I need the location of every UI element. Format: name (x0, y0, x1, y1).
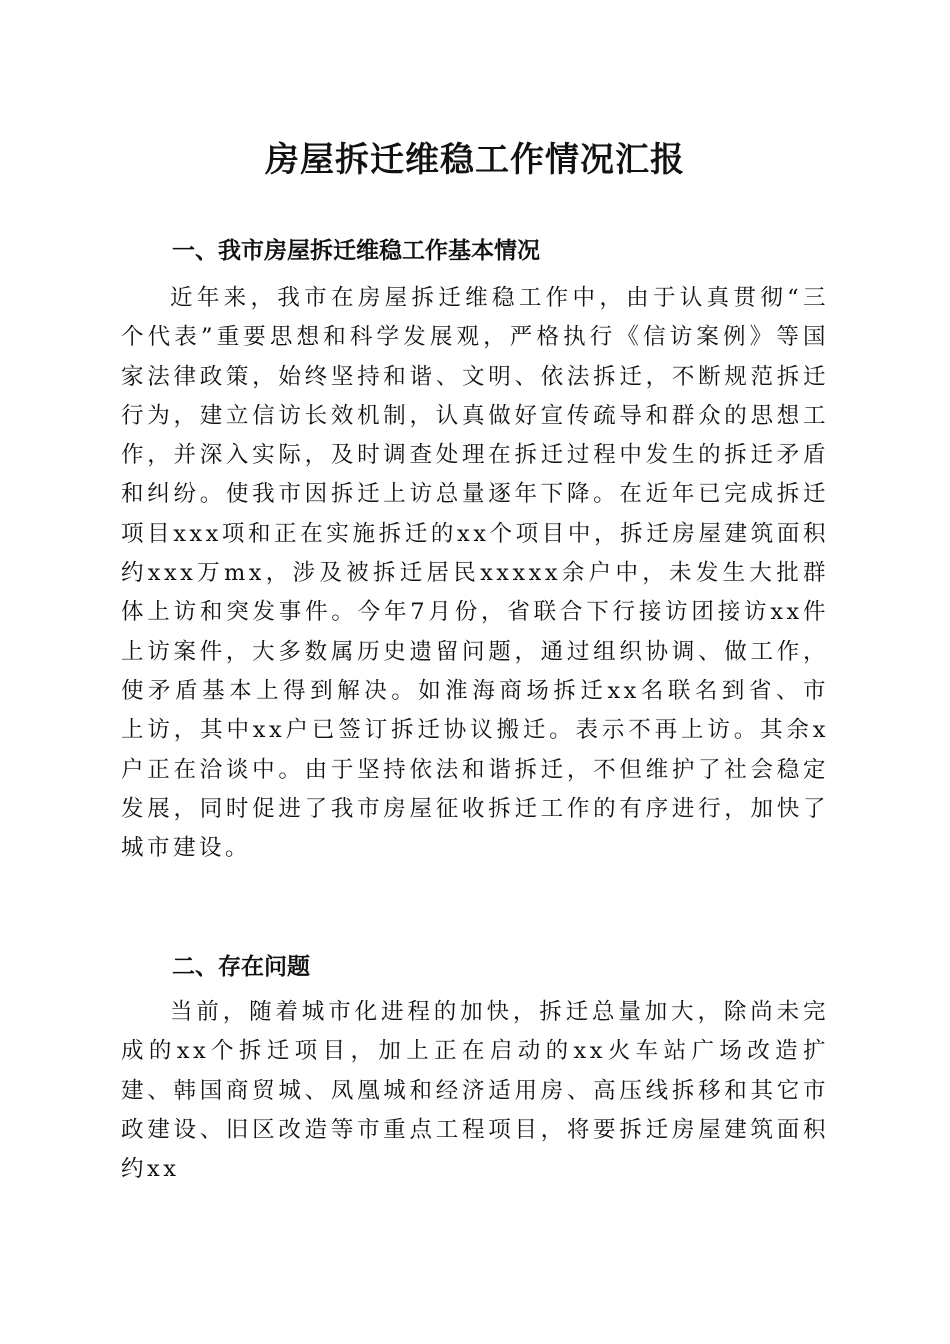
section-paragraph-basic-situation: 近年来，我市在房屋拆迁维稳工作中，由于认真贯彻“三个代表”重要思想和科学发展观，严格执行《信访案例》等国家法律政策，始终坚持和谐、文明、依法拆迁，不断规范拆迁行为，建立信访长效机制，认真做好宣传疏导和群众的思想工作，并深入实际，及时调查处理在拆迁过程中发生的拆迁矛盾和纠纷。使我市因拆迁上访总量逐年下降。在近年已完成拆迁项目xxx项和正在实施拆迁的xx个项目中，拆迁房屋建筑面积约xxx万mx，涉及被拆迁居民xxxxx余户中，未发生大批群体上访和突发事件。今年7月份，省联合下行接访团接访xx件上访案件，大多数属历史遗留问题，通过组织协调、做工作，使矛盾基本上得到解决。如淮海商场拆迁xx名联名到省、市上访，其中xx户已签订拆迁协议搬迁。表示不再上访。其余x户正在洽谈中。由于坚持依法和谐拆迁，不但维护了社会稳定发展，同时促进了我市房屋征收拆迁工作的有序进行，加快了城市建设。 (121, 285, 829, 862)
document-title: 房屋拆迁维稳工作情况汇报 (265, 140, 685, 180)
section-paragraph-existing-problems: 当前，随着城市化进程的加快，拆迁总量加大，除尚未完成的xx个拆迁项目，加上正在启动的xx火车站广场改造扩建、韩国商贸城、凤凰城和经济适用房、高压线拆移和其它市政建设、旧区改造等市重点工程项目，将要拆迁房屋建筑面积约xx (121, 999, 829, 1183)
section-heading-basic-situation: 一、我市房屋拆迁维稳工作基本情况 (172, 238, 540, 264)
section-heading-existing-problems: 二、存在问题 (172, 954, 310, 980)
